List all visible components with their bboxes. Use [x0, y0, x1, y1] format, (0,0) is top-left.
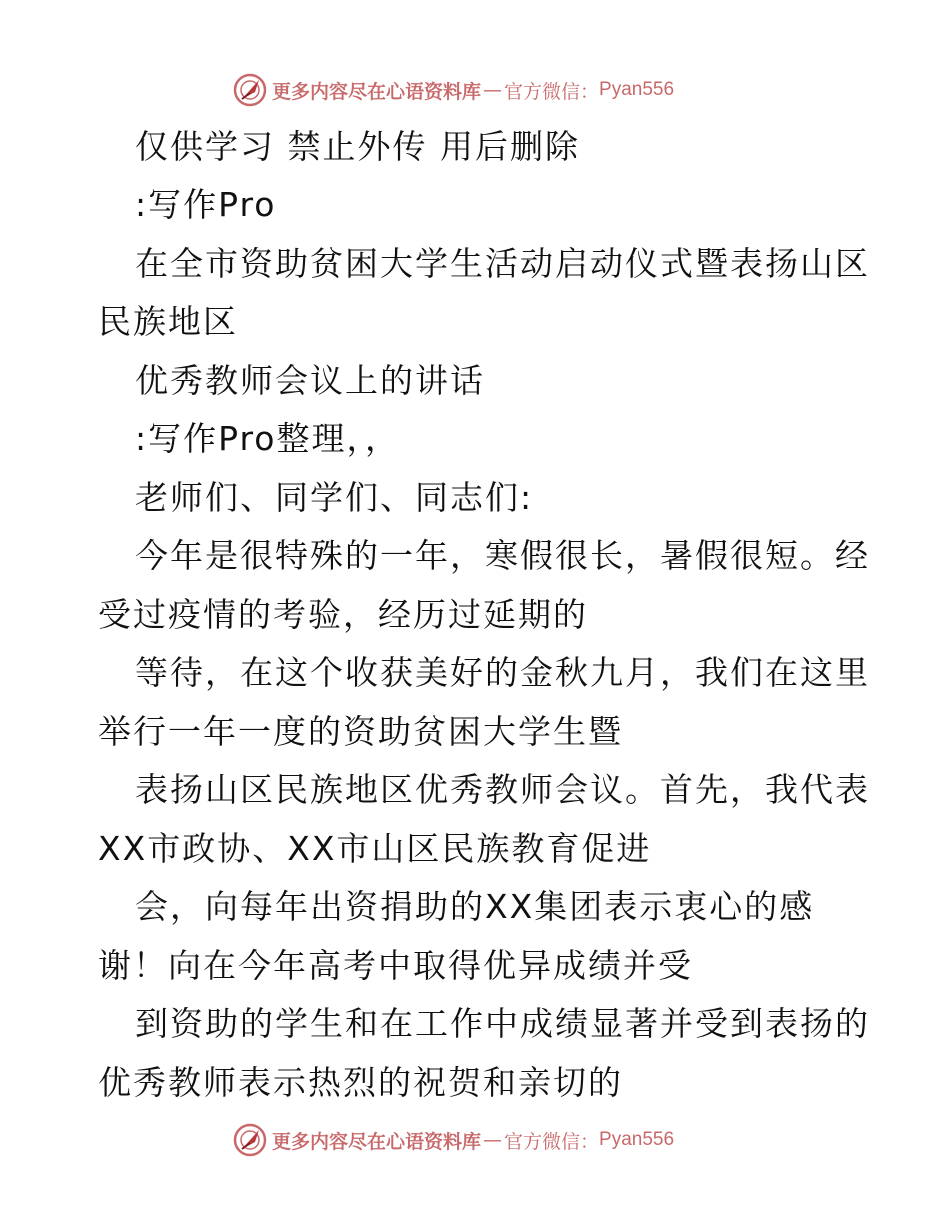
quill-logo-icon: [232, 1122, 268, 1158]
paragraph-5-line-1: 到资助的学生和在工作中成绩显著并受到表扬的: [135, 1004, 870, 1043]
paragraph-4-line-2: 谢！向在今年高考中取得优异成绩并受: [98, 946, 693, 985]
banner-wechat-label: 官方微信：: [504, 80, 600, 103]
banner-wechat-id: Pyan556: [599, 1129, 675, 1150]
title-line-2: 民族地区: [98, 302, 238, 341]
paragraph-4-line-1: 会，向每年出资捐助的XX集团表示衷心的感: [135, 887, 815, 926]
banner-separator: —: [483, 1129, 503, 1151]
title-line-3: 优秀教师会议上的讲话: [135, 361, 485, 400]
author-line: :写作Pro: [135, 185, 277, 224]
title-line-1: 在全市资助贫困大学生活动启动仪式暨表扬山区: [135, 244, 870, 283]
notice-line: 仅供学习 禁止外传 用后删除: [135, 127, 580, 166]
banner-separator: —: [483, 79, 503, 101]
paragraph-1-line-2: 受过疫情的考验，经历过延期的: [98, 595, 588, 634]
header-watermark-banner: [232, 70, 752, 110]
paragraph-2-line-1: 等待，在这个收获美好的金秋九月，我们在这里: [135, 653, 870, 692]
greeting-line: 老师们、同学们、同志们:: [135, 478, 534, 517]
banner-wechat-id: Pyan556: [599, 79, 675, 100]
paragraph-2-line-2: 举行一年一度的资助贫困大学生暨: [98, 712, 623, 751]
paragraph-3-line-1: 表扬山区民族地区优秀教师会议。首先，我代表: [135, 770, 870, 809]
paragraph-3-line-2: XX市政协、XX市山区民族教育促进: [98, 829, 652, 868]
banner-text: 更多内容尽在心语资料库: [272, 80, 482, 103]
banner-wechat-label: 官方微信：: [504, 1130, 600, 1153]
editor-line: :写作Pro整理，，: [135, 419, 400, 458]
footer-watermark-banner: [232, 1120, 752, 1160]
paragraph-5-line-2: 优秀教师表示热烈的祝贺和亲切的: [98, 1063, 623, 1102]
quill-logo-icon: [232, 72, 268, 108]
banner-text: 更多内容尽在心语资料库: [272, 1130, 482, 1153]
paragraph-1-line-1: 今年是很特殊的一年，寒假很长，暑假很短。经: [135, 536, 870, 575]
